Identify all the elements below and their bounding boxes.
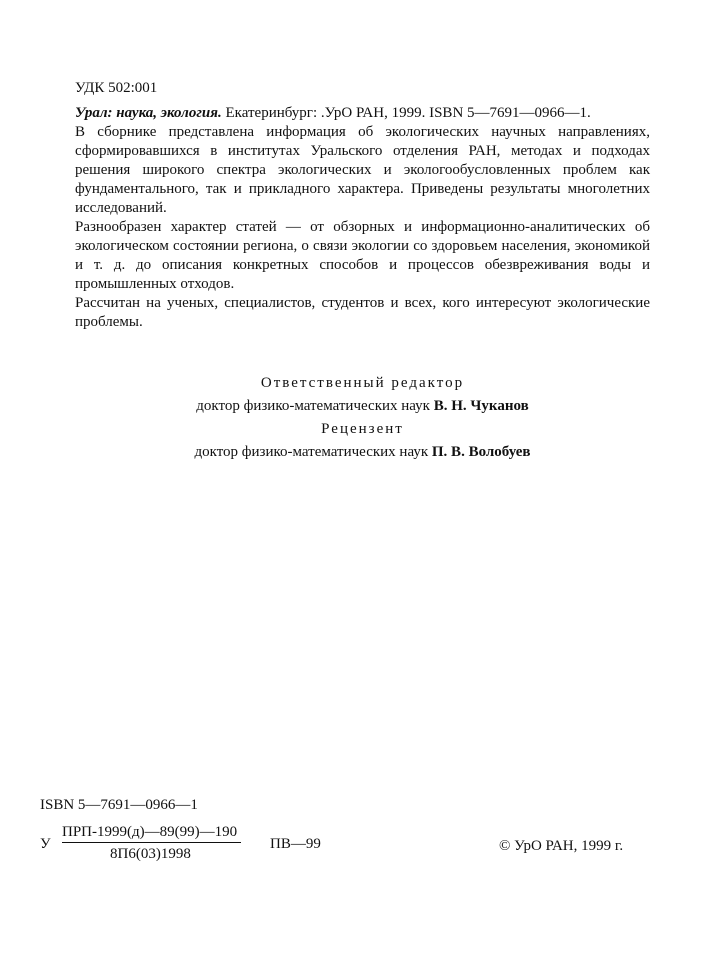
abstract-paragraph: В сборнике представлена информация об экологических научных направлениях, сформировавшихся в институтах Уральского отделения РАН, методах и подходах решения широкого спектра экологических и экологообусловленных проблем как фундаментального, так и прикладного характера. Приведены результаты многолетних исследований.: [75, 124, 650, 216]
classification-suffix: ПВ—99: [270, 836, 321, 852]
classification-letter: У: [40, 836, 51, 852]
udk-code: УДК 502:001: [75, 80, 158, 96]
reviewer-degree: доктор физико-математических наук: [194, 444, 432, 460]
classification-numerator: ПРП-1999(д)—89(99)—190: [62, 824, 241, 843]
book-title: Урал: наука, экология.: [75, 105, 222, 121]
editor-heading: Ответственный редактор: [260, 375, 465, 391]
isbn-line: ISBN 5—7691—0966—1: [40, 797, 198, 813]
copyright-notice: © УрО РАН, 1999 г.: [499, 838, 624, 854]
classification-code: [40, 824, 360, 864]
reviewer-line: [75, 441, 650, 464]
reviewer-heading: Рецензент: [321, 421, 404, 437]
bibliographic-entry: [75, 104, 650, 123]
bibliographic-details: Екатеринбург: .УрО РАН, 1999. ISBN 5—7691—0966—1.: [221, 105, 591, 121]
editor-name: В. Н. Чуканов: [433, 398, 529, 414]
abstract-paragraph: Рассчитан на ученых, специалистов, студентов и всех, кого интересуют экологические проблемы.: [75, 295, 650, 330]
classification-denominator: 8П6(03)1998: [110, 846, 191, 862]
editor-line: [75, 395, 650, 418]
editors-block: [75, 372, 650, 464]
editor-degree: доктор физико-математических наук: [196, 398, 434, 414]
reviewer-name: П. В. Волобуев: [431, 444, 531, 460]
abstract-block: [75, 104, 650, 332]
abstract-paragraph: Разнообразен характер статей — от обзорных и информационно-аналитических об экологическом состоянии региона, о связи экологии со здоровьем населения, экономикой и т. д. до описания конкретных способов и процессов обезвреживания воды и промышленных отходов.: [75, 219, 650, 292]
